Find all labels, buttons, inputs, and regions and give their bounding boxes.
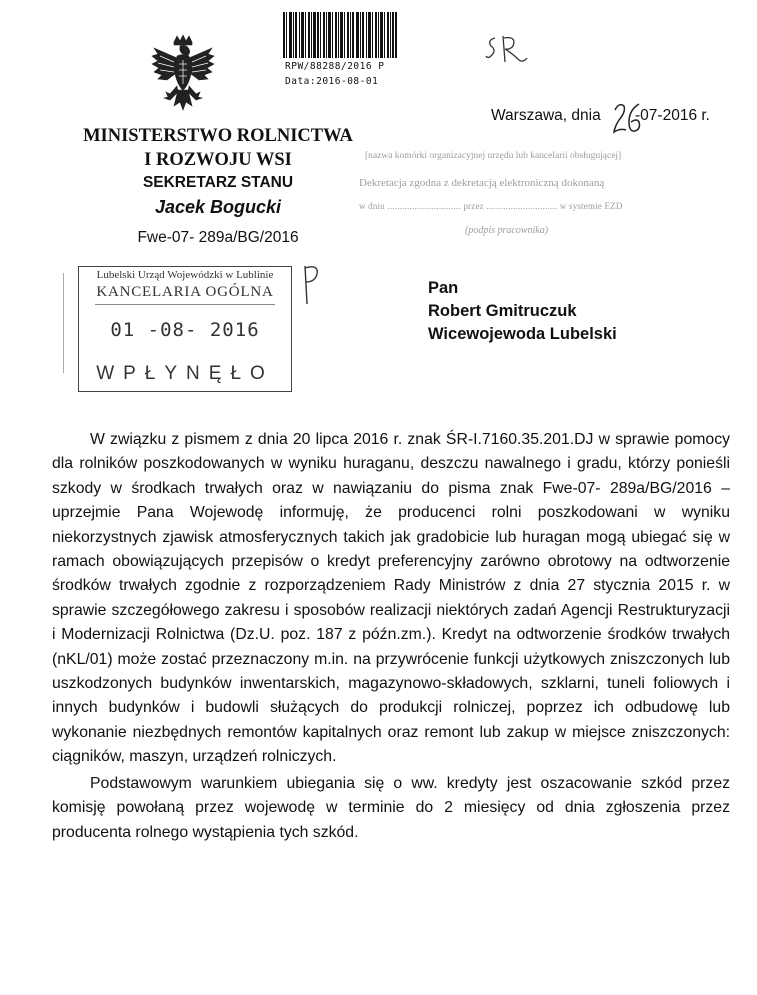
place-date-line — [491, 107, 710, 125]
receipt-stamp-office: Lubelski Urząd Wojewódzki w Lublinie — [96, 269, 274, 281]
body-paragraph-1: W związku z pismem z dnia 20 lipca 2016 r. znak ŚR-I.7160.35.201.DJ w sprawie pomocy dla rolników poszkodowanych w wyniku huraganu, deszczu nawalnego i gradu, którzy ponieśli szkody w środkach trwałych oraz w nawiązaniu do pisma znak Fwe-07- 289a/BG/2016 – uprzejmie Pana Wojewodę informuję, że producenci rolni poszkodowani w wyniku niekorzystnych zjawisk atmosferycznych takich jak gradobicie lub huragan mogą ubiegać się w ramach obowiązujących przepisów o kredyt preferencyjny zarówno obrotowy na odtworzenie środków trwałych zgodnie z rozporządzeniem Rady Ministrów z dnia 27 stycznia 2015 r. w sprawie szczegółowego zakresu i sposobów realizacji niektórych zadań Agencji Restrukturyzacji i Modernizacji Rolnictwa (Dz.U. poz. 187 z późn.zm.). Kredyt na odtworzenie środków trwałych (nKL/01) może zostać przeznaczony m.in. na przywrócenie funkcji użytkowych zniszczonych lub uszkodzonych budynków inwentarskich, magazynowo-składowych, szklarni, tuneli foliowych i innych budynków i budowli służących do produkcji rolniczej, poprzez ich odbudowę lub wykonanie niezbędnych remontów kapitalnych oraz remont lub zakup w miejsce zniszczonych: ciągników, maszyn, urządzeń rolniczych. — [52, 431, 730, 766]
dekretacja-stamp-line4: (podpis pracownika) — [465, 225, 549, 236]
eagle-emblem-icon — [150, 34, 216, 116]
addressee-title: Wicewojewoda Lubelski — [428, 325, 617, 343]
secretary-name: Jacek Bogucki — [154, 197, 282, 217]
receipt-stamp-divider — [95, 304, 275, 305]
stamp-edge-line — [63, 273, 64, 373]
barcode — [283, 12, 397, 58]
dekretacja-stamp-line2: Dekretacja zgodna z dekretacją elektroniczną dokonaną — [359, 177, 605, 189]
receipt-stamp-date: 01 -08- 2016 — [110, 319, 260, 341]
receipt-stamp-status: WPŁYNĘŁO — [96, 363, 274, 384]
addressee-name: Robert Gmitruczuk — [428, 302, 577, 320]
handwritten-day-26 — [611, 100, 645, 136]
body-paragraph-2: Podstawowym warunkiem ubiegania się o ww. kredyty jest oszacowanie szkód przez komisję powołaną przez wojewodę w terminie do 2 miesięcy od dnia zgłoszenia przez producenta rolnego wystąpienia tych szkód. — [52, 774, 730, 841]
ministry-header — [68, 124, 368, 250]
handwritten-p-mark — [297, 262, 323, 306]
addressee-block — [428, 277, 617, 346]
receipt-stamp-department: KANCELARIA OGÓLNA — [96, 284, 274, 300]
dekretacja-stamp-line3: w dniu .............................. przez ............................. w systemie EZD — [359, 201, 623, 211]
addressee-salutation: Pan — [428, 279, 459, 297]
handwritten-initials-signature — [483, 32, 531, 68]
letter-body — [52, 428, 730, 845]
barcode-date: Data:2016-08-01 — [285, 76, 379, 87]
secretary-title: SEKRETARZ STANU — [142, 174, 294, 191]
barcode-rpw-number: RPW/88288/2016 P — [285, 61, 385, 72]
place-date-suffix: -07-2016 r. — [635, 107, 710, 124]
ministry-name-line2: I ROZWOJU WSI — [144, 150, 292, 170]
reference-number: Fwe-07- 289a/BG/2016 — [137, 229, 299, 246]
place-date-prefix: Warszawa, dnia — [491, 107, 601, 124]
dekretacja-stamp — [355, 151, 685, 243]
ministry-name-line1: MINISTERSTWO ROLNICTWA — [83, 126, 353, 146]
dekretacja-stamp-line1: [nazwa komórki organizacyjnej urzędu lub kancelarii obsługującej] — [365, 151, 622, 161]
receipt-stamp — [78, 266, 292, 392]
